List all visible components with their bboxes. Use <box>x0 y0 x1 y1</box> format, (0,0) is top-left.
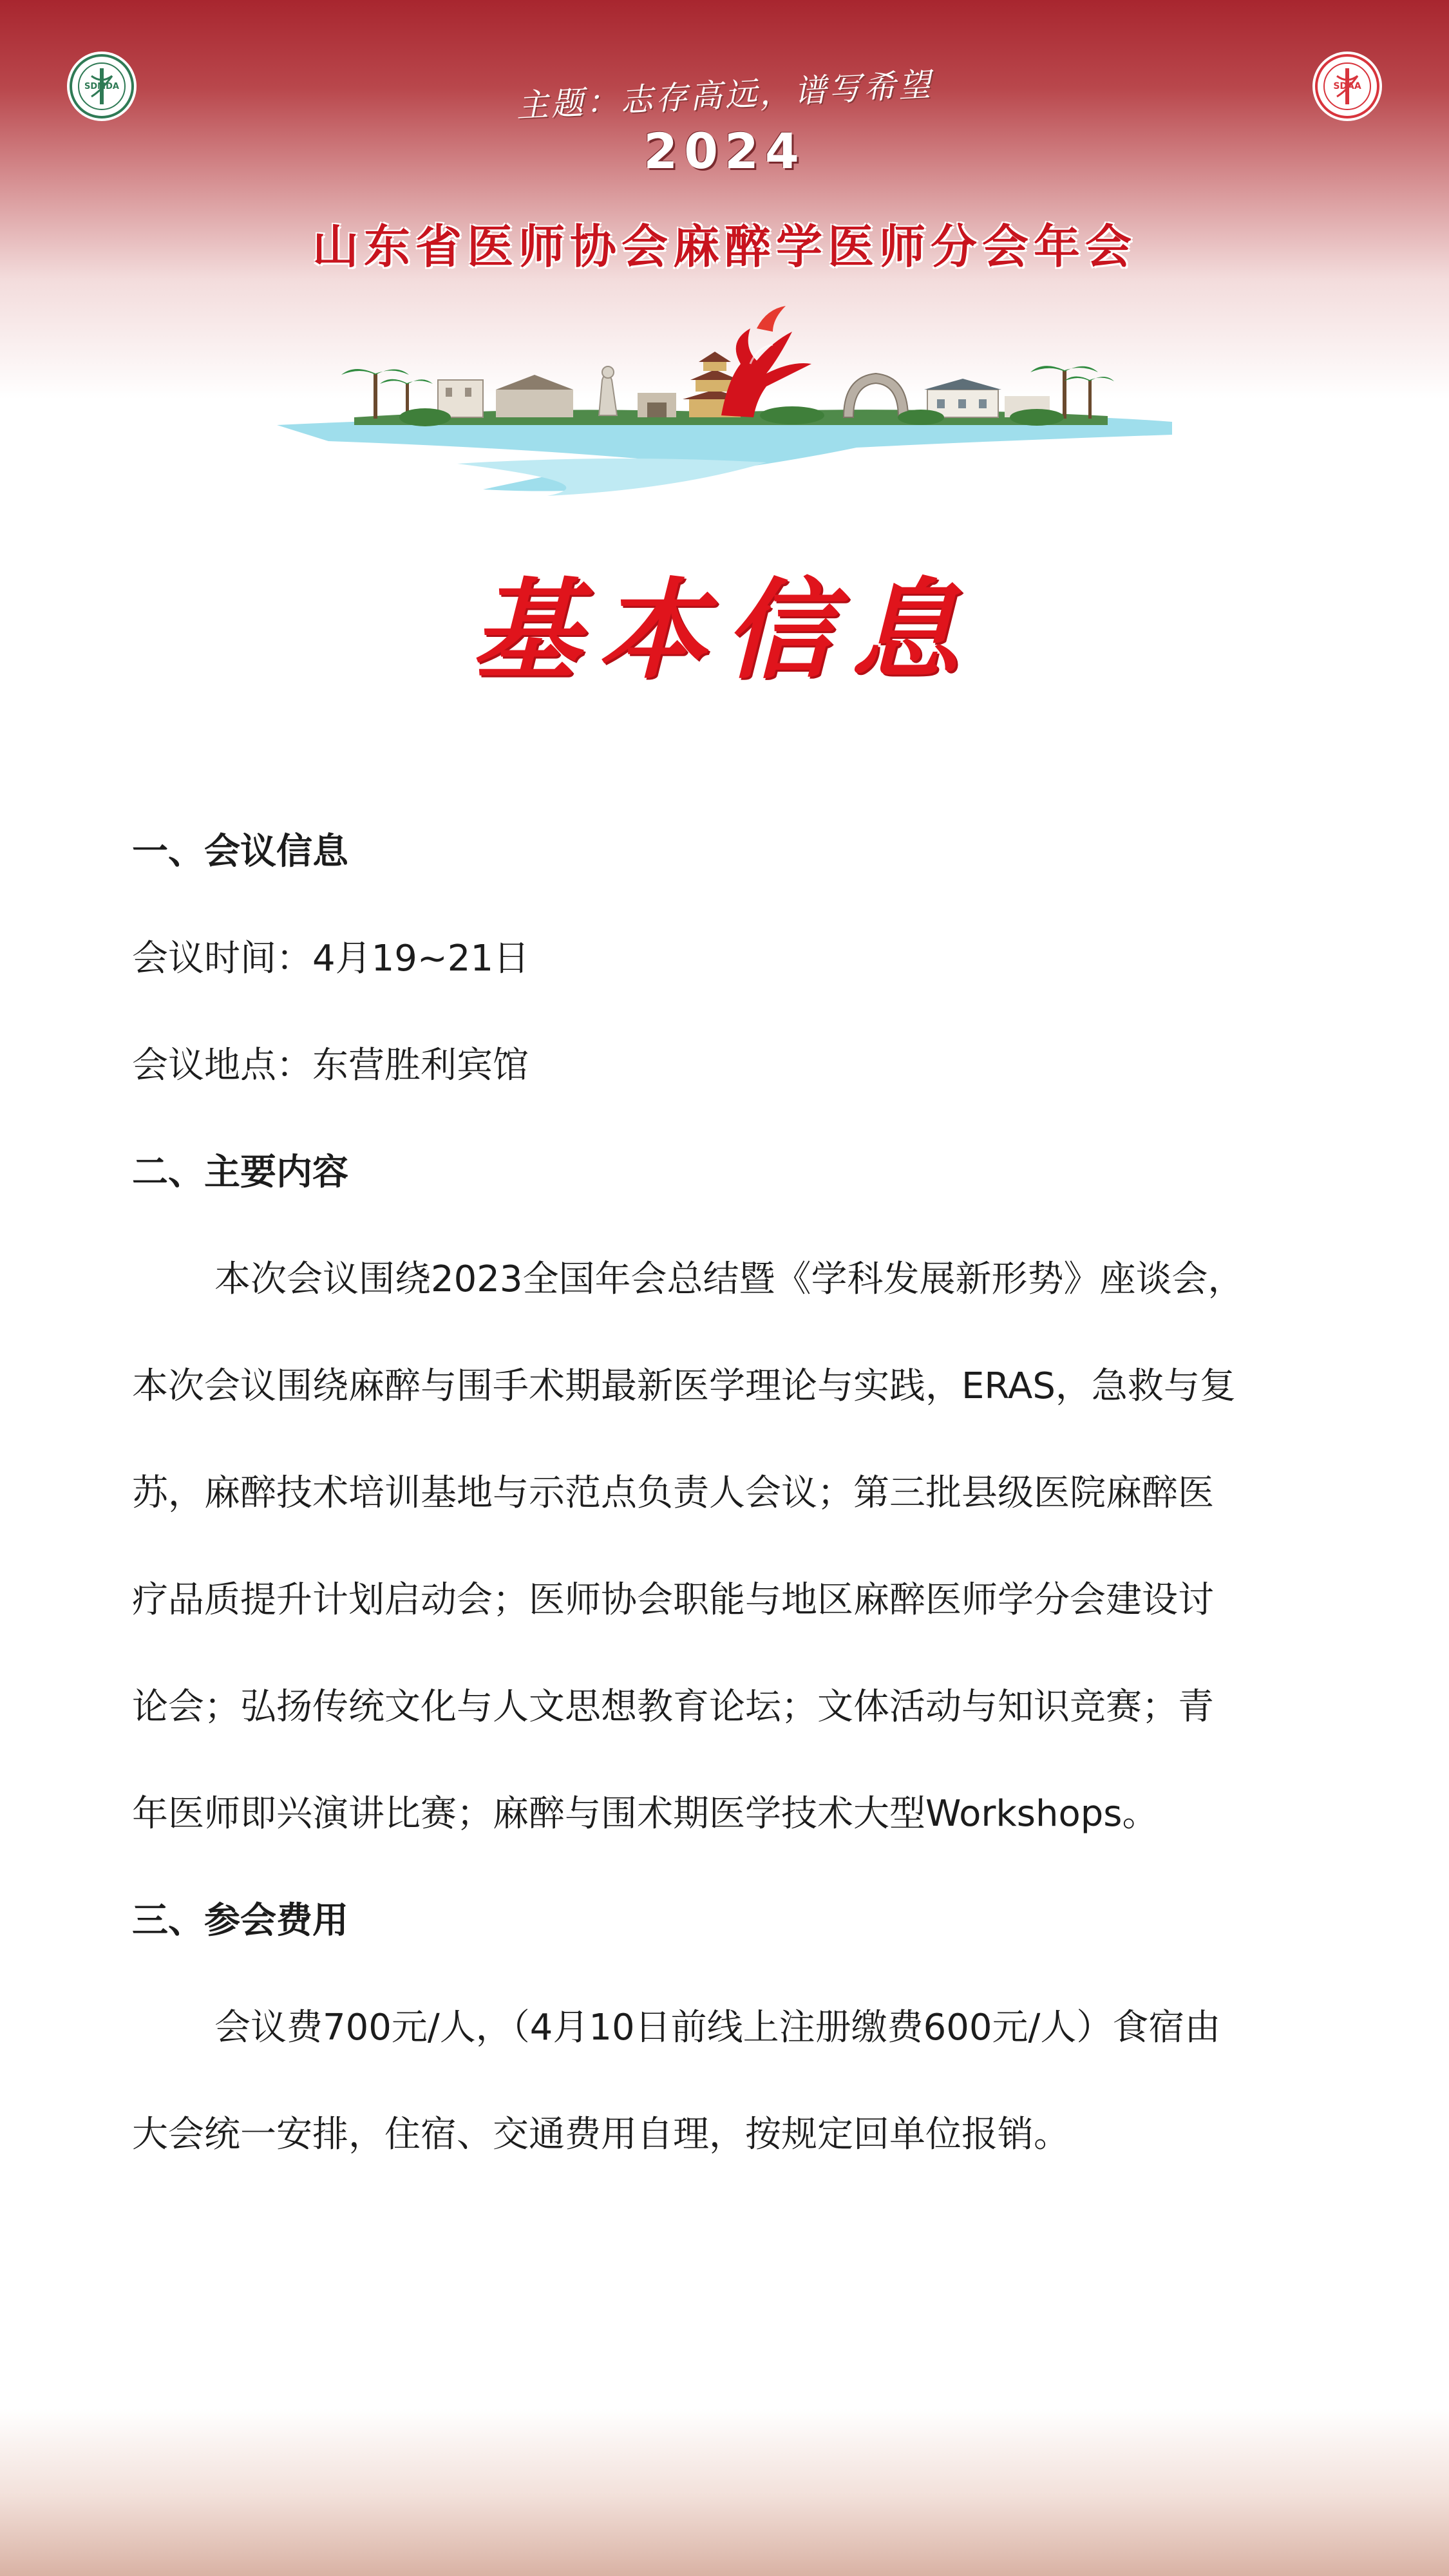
fee-line: 大会统一安排，住宿、交通费用自理，按规定回单位报销。 <box>132 2114 1070 2155</box>
heading-meeting-info: 一、会议信息 <box>132 831 348 873</box>
meeting-place: 会议地点：东营胜利宾馆 <box>132 1045 529 1086</box>
theme-slogan: 主题：志存高远，谱写希望 <box>515 66 934 125</box>
main-content-line: 本次会议围绕麻醉与围手术期最新医学理论与实践，ERAS，急救与复 <box>132 1365 1236 1407</box>
meeting-time: 会议时间：4月19~21日 <box>132 938 530 980</box>
svg-text:SDMDA: SDMDA <box>84 82 119 91</box>
main-content-line: 论会；弘扬传统文化与人文思想教育论坛；文体活动与知识竞赛；青 <box>132 1686 1214 1728</box>
event-title: 山东省医师协会麻醉学医师分会年会 <box>312 220 1137 274</box>
footer-background <box>0 2409 1449 2576</box>
fee-line: 会议费700元/人，（4月10日前线上注册缴费600元/人）食宿由 <box>214 2007 1221 2049</box>
main-content-line: 苏，麻醉技术培训基地与示范点负责人会议；第三批县级医院麻醉医 <box>132 1472 1214 1514</box>
info-content <box>132 799 1317 2188</box>
main-content-line: 疗品质提升计划启动会；医师协会职能与地区麻醉医师学分会建设讨 <box>132 1579 1214 1621</box>
landmark-illustration <box>277 303 1172 535</box>
main-content-line: 本次会议围绕2023全国年会总结暨《学科发展新形势》座谈会， <box>214 1258 1244 1300</box>
event-year: 2024 <box>643 122 806 180</box>
heading-fees: 三、参会费用 <box>132 1900 348 1942</box>
heading-main-content: 二、主要内容 <box>132 1151 348 1193</box>
main-content-line: 年医师即兴演讲比赛；麻醉与围术期医学技术大型Workshops。 <box>132 1793 1159 1835</box>
section-heading: 基本信息 <box>472 566 977 694</box>
svg-text:SDAA: SDAA <box>1333 81 1361 91</box>
